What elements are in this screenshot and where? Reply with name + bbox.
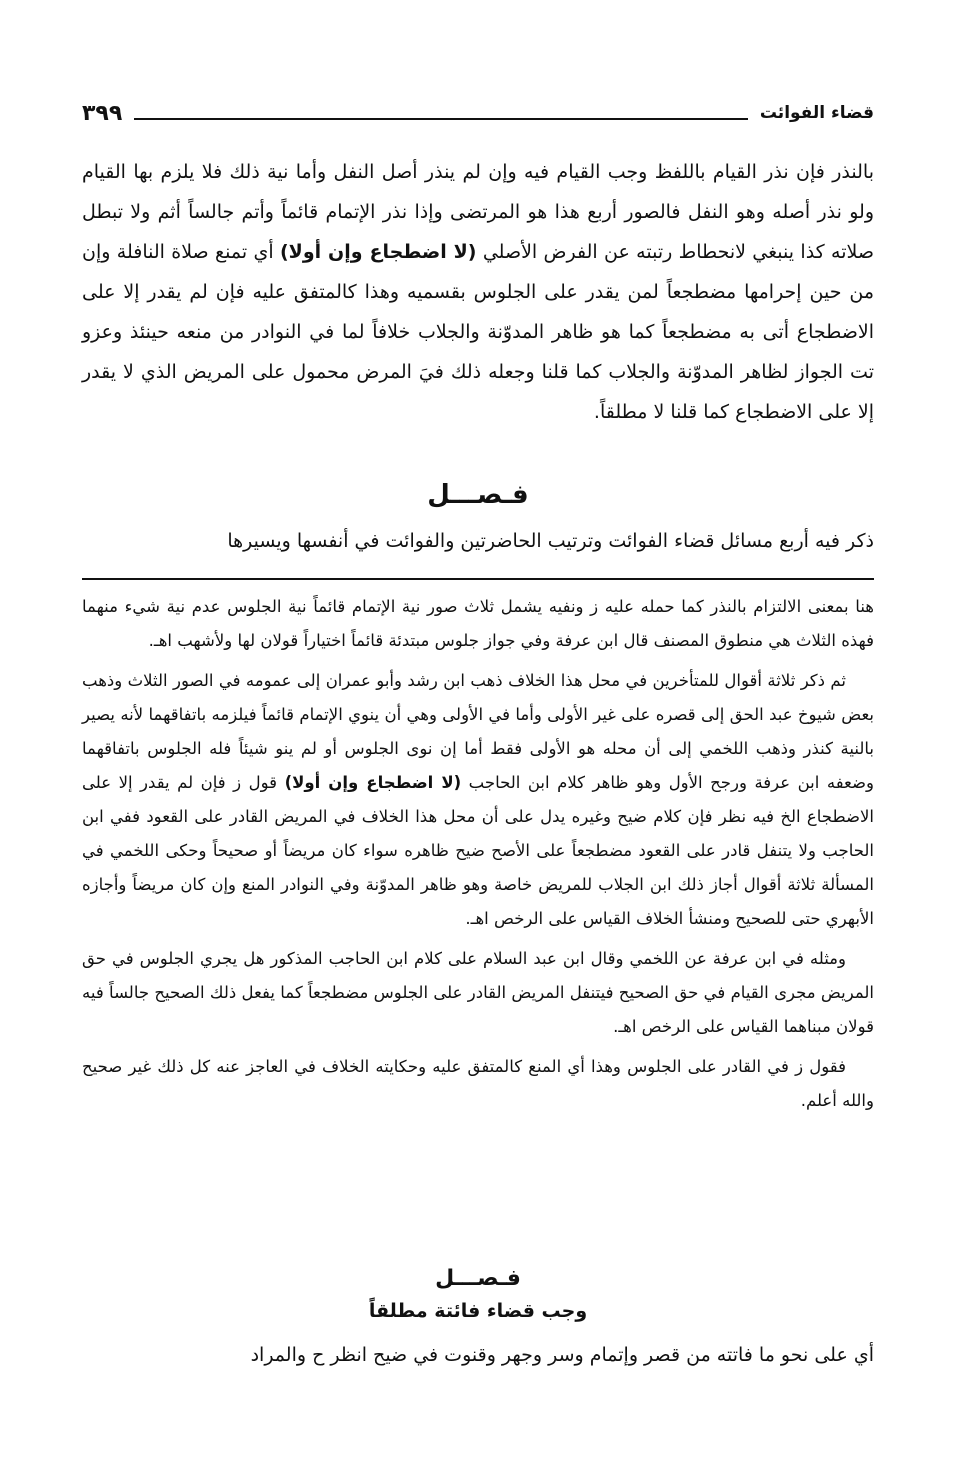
note-2-part-1: ثم ذكر ثلاثة أقوال للمتأخرين في محل هذا الخلاف ذهب ابن رشد وأبو عمران إلى عمومه في الصور الثلاث وذهب بعض شيوخ عبد الحق إلى قصره على غير الأولى وأما في الأولى وهي أن ينوي الإتمام قائماً فيلزمه باتفاقهما لأنه يصير بالنية كنذر وذهب اللخمي إلى أن محله هو الأولى فقط أما إن نوى الجلوس أو لم ينو شيئاً فله الجلوس باتفاقهما وضعفه ابن عرفة ورجح الأول وهو ظاهر كلام ابن الحاجب [82, 671, 874, 792]
note-2-bold-phrase: (لا اضطجاع وإن أولا) [284, 773, 462, 792]
main-bold-phrase: (لا اضطجاع وإن أولا) [279, 241, 477, 263]
main-paragraph [82, 152, 874, 432]
section-subtitle-2: وجب قضاء فائتة مطلقاً [368, 1300, 588, 1322]
note-paragraph-3: ومثله في ابن عرفة عن اللخمي وقال ابن عبد السلام على كلام ابن الحاجب المذكور هل يجري الجلوس في حق المريض مجرى القيام في حق الصحيح فيتنفل المريض القادر على الجلوس مضطجعاً كما يفعل ذلك الصحيح جالساً فيه قولان مبناهما القياس على الرخص اهـ. [82, 949, 874, 1036]
note-paragraph-2 [82, 664, 874, 936]
note-paragraph-1: هنا بمعنى الالتزام بالنذر كما حمله عليه ز ونفيه يشمل ثلاث صور نية الإتمام قائماً نية الجلوس عدم نية شيء منهما فهذه الثلاث هي منطوق المصنف قال ابن عرفة وفي جواز جلوس مبتدئة قائماً اختياراً قولان لها ولأشهب اهـ. [82, 597, 874, 650]
section-2-text: أي على نحو ما فاتته من قصر وإتمام وسر وجهر وقنوت في ضيح انظر ح والمراد [250, 1344, 874, 1366]
main-text-part-1: بالنذر فإن نذر القيام باللفظ وجب القيام فيه وإن لم ينذر أصل النفل وأما نية ذلك فلا يلزم بها القيام ولو نذر أصله وهو النفل فالصور أربع هذا هو المرتضى وإذا نذر الإتمام قائماً وأتم جالساً أثم ولا تبطل صلاته كذا ينبغي لانحطاط رتبته عن الفرض الأصلي [82, 161, 874, 263]
note-2-part-2: قول ز فإن لم يقدر إلا على الاضطجاع الخ فيه نظر فإن كلام ضيح وغيره يدل على أن محل هذا الخلاف في المريض القادر على القعود ففي ابن الحاجب ولا يتنفل قادر على القعود مضطجعاً على الأصح ضيح ظاهره سواء كان مريضاً أو صحيحاً وحكى اللخمي في المسألة ثلاثة أقوال أجاز ذلك ابن الجلاب للمريض خاصة وهو ظاهر المدوّنة وفي النوادر المنع وإن كان مريضاً وأجازه الأبهري حتى للصحيح ومنشأ الخلاف القياس على الرخص اهـ. [82, 773, 874, 928]
footnote-rule [82, 578, 874, 580]
section-heading-1: فـصـــل [427, 480, 529, 510]
commentary-notes [82, 590, 874, 1124]
main-text [82, 152, 874, 432]
main-text-part-2: أي تمنع صلاة النافلة وإن من حين إحرامها مضطجعاً لمن يقدر على الجلوس بقسميه وهذا كالمتفق عليه فإن لم يقدر إلا على الاضطجاع أتى به مضطجعاً كما هو ظاهر المدوّنة والجلاب خلافاً لما في النوادر من منعه حينئذ وعزو تت الجواز لظاهر المدوّنة والجلاب كما قلنا وجعله ذلك فيَ المرض محمول على المريض الذي لا يقدر إلا على الاضطجاع كما قلنا لا مطلقاً. [82, 241, 874, 423]
running-title: قضاء الفوائت [759, 103, 874, 123]
section-subtitle-1: ذكر فيه أربع مسائل قضاء الفوائت وترتيب الحاضرتين والفوائت في أنفسها ويسيرها [227, 530, 874, 552]
section-heading-2: فـصـــل [435, 1266, 521, 1291]
page-header [82, 96, 874, 130]
page-number: ٣٩٩ [82, 100, 123, 126]
note-paragraph-4: فقول ز في القادر على الجلوس وهذا أي المنع كالمتفق عليه وحكايته الخلاف في العاجز عنه كل ذلك غير صحيح والله أعلم. [82, 1057, 874, 1110]
header-rule [134, 118, 748, 120]
